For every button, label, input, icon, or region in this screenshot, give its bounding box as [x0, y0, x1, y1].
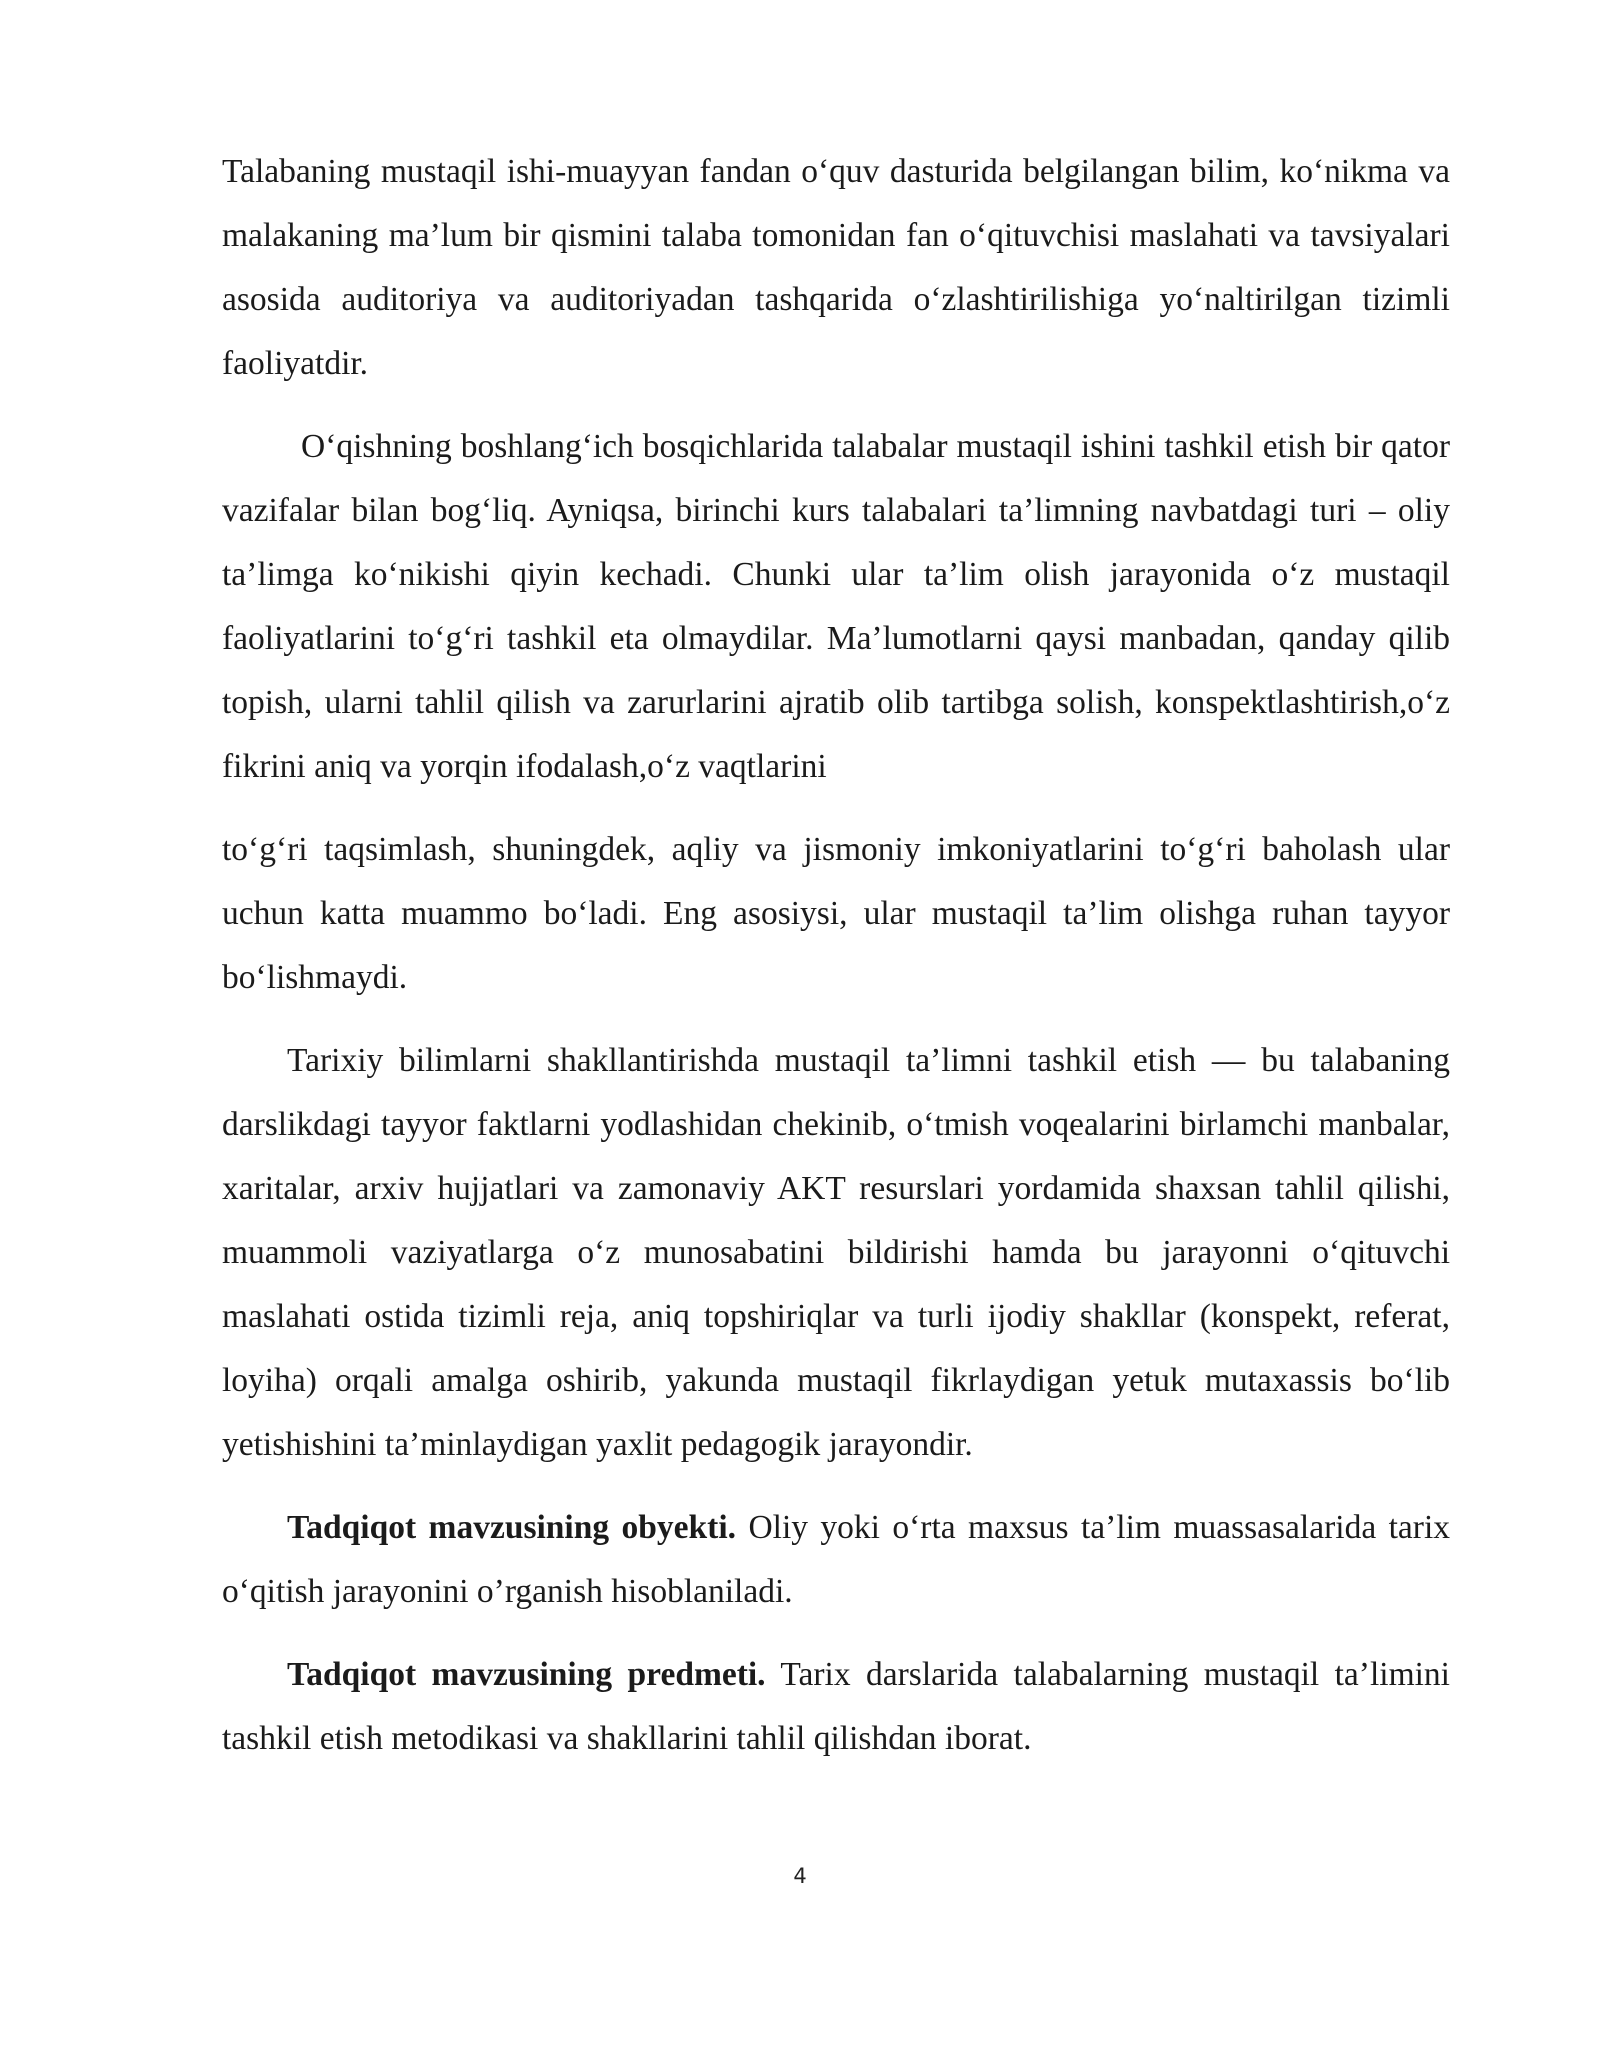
- page-number: 4: [793, 1864, 807, 1888]
- subject-heading: Tadqiqot mavzusining predmeti.: [287, 1656, 766, 1693]
- paragraph-subject: [222, 1643, 1450, 1771]
- document-body: [222, 140, 1450, 1771]
- paragraph-1: Talabaning mustaqil ishi-muayyan fandan o‘quv dasturida belgilangan bilim, ko‘nikma va malakaning ma’lum bir qismini talaba tomonidan fan o‘qituvchisi maslahati va tavsiyalari asosida auditoriya va auditoriyadan tashqarida o‘zlashtirilishiga yo‘naltirilgan tizimli faoliyatdir.: [222, 153, 1450, 382]
- paragraph-4: Tarixiy bilimlarni shakllantirishda mustaqil ta’limni tashkil etish — bu talabaning darslikdagi tayyor faktlarni yodlashidan chekinib, o‘tmish voqealarini birlamchi manbalar, xaritalar, arxiv hujjatlari va zamonaviy AKT resurslari yordamida shaxsan tahlil qilishi, muammoli vaziyatlarga o‘z munosabatini bildirishi hamda bu jarayonni o‘qituvchi maslahati ostida tizimli reja, aniq topshiriqlar va turli ijodiy shakllar (konspekt, referat, loyiha) orqali amalga oshirib, yakunda mustaqil fikrlaydigan yetuk mutaxassis bo‘lib yetishishini ta’minlaydigan yaxlit pedagogik jarayondir.: [222, 1042, 1450, 1463]
- subject-text: Tarix darslarida talabalarning mustaqil ta’limini tashkil etish metodikasi va shakllarini tahlil qilishdan iborat.: [222, 1656, 1450, 1757]
- object-heading: Tadqiqot mavzusining obyekti.: [287, 1509, 737, 1546]
- object-text: Oliy yoki o‘rta maxsus ta’lim muassasalarida tarix o‘qitish jarayonini o’rganish hisoblaniladi.: [222, 1509, 1450, 1610]
- paragraph-3: to‘g‘ri taqsimlash, shuningdek, aqliy va jismoniy imkoniyatlarini to‘g‘ri baholash ular uchun katta muammo bo‘ladi. Eng asosiysi, ular mustaqil ta’lim olishga ruhan tayyor bo‘lishmaydi.: [222, 831, 1450, 996]
- paragraph-2: O‘qishning boshlang‘ich bosqichlarida talabalar mustaqil ishini tashkil etish bir qator vazifalar bilan bog‘liq. Ayniqsa, birinchi kurs talabalari ta’limning navbatdagi turi – oliy ta’limga ko‘nikishi qiyin kechadi. Chunki ular ta’lim olish jarayonida o‘z mustaqil faoliyatlarini to‘g‘ri tashkil eta olmaydilar. Ma’lumotlarni qaysi manbadan, qanday qilib topish, ularni tahlil qilish va zarurlarini ajratib olib tartibga solish, konspektlashtirish,o‘z fikrini aniq va yorqin ifodalash,o‘z vaqtlarini: [222, 428, 1450, 785]
- paragraph-object: [222, 1496, 1450, 1624]
